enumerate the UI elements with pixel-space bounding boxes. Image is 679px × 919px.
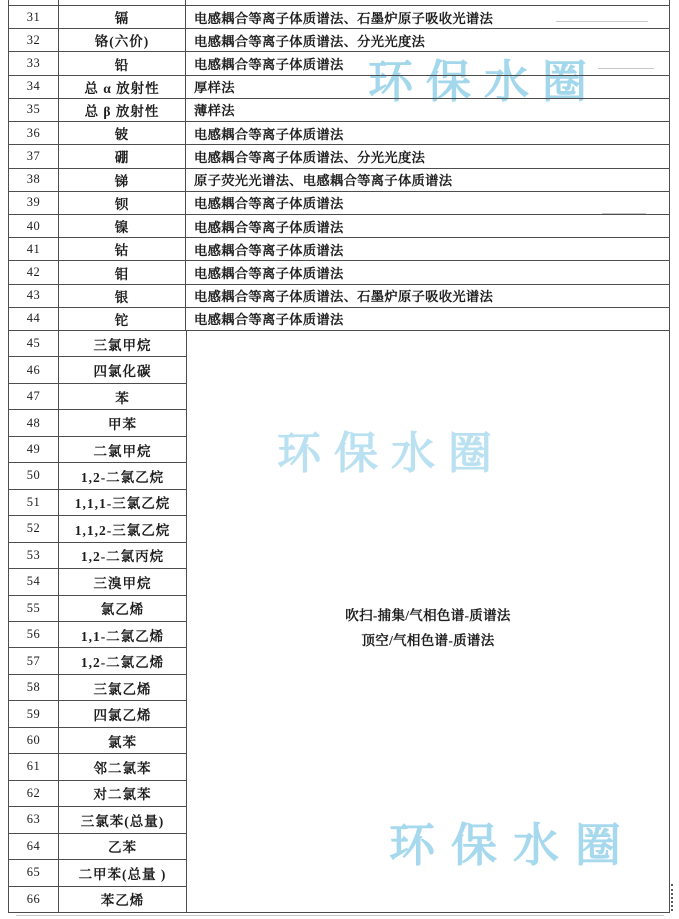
parameter-name-cell: 镍 (59, 215, 186, 237)
method-cell: 电感耦合等离子体质谱法、分光光度法 (194, 33, 426, 49)
row-number-cell: 35 (9, 99, 59, 121)
row-number-cell: 50 (9, 463, 59, 488)
row-number-cell: 45 (9, 331, 59, 356)
table-row (9, 887, 186, 912)
merged-method-line-1: 吹扫-捕集/气相色谱-质谱法 (345, 608, 511, 623)
table-row (9, 285, 669, 308)
method-cell: 电感耦合等离子体质谱法 (194, 266, 344, 282)
table-row (9, 807, 186, 833)
table-row (9, 29, 669, 52)
parameter-name-cell: 锑 (59, 169, 186, 191)
parameter-name-cell: 邻二氯苯 (93, 760, 152, 776)
row-number-cell: 44 (9, 308, 59, 330)
parameter-name-cell: 三氯乙烯 (93, 681, 152, 697)
table-row (9, 490, 186, 516)
table-row (9, 754, 186, 780)
table-row (9, 76, 669, 99)
watermark-middle: 环保水圈 (277, 428, 505, 479)
row-number-cell: 59 (9, 701, 59, 726)
row-number-cell: 52 (9, 516, 59, 541)
method-cell: 原子荧光光谱法、电感耦合等离子体质谱法 (194, 173, 453, 189)
row-number-cell: 37 (9, 145, 59, 167)
table-row (9, 622, 186, 648)
parameter-name-cell: 二甲苯(总量 ) (78, 866, 167, 882)
parameter-name-cell: 1,1,1-三氯乙烷 (74, 496, 171, 512)
row-number-cell: 60 (9, 728, 59, 753)
row-number-cell: 49 (9, 437, 59, 462)
row-number-cell: 42 (9, 261, 59, 283)
parameter-name-cell: 钡 (59, 192, 186, 214)
row-number-cell: 43 (9, 285, 59, 307)
method-cell: 电感耦合等离子体质谱法 (194, 242, 344, 258)
table-row (9, 261, 669, 284)
method-cell: 电感耦合等离子体质谱法、石墨炉原子吸收光谱法 (194, 10, 494, 26)
parameter-name-cell: 钼 (59, 261, 186, 283)
parameter-name-cell: 甲苯 (108, 417, 137, 433)
row-number-cell: 56 (9, 622, 59, 647)
parameter-name-cell: 总 α 放射性 (59, 76, 186, 98)
table-row (9, 728, 186, 754)
parameter-name-cell: 二氯甲烷 (93, 443, 152, 459)
row-number-cell: 48 (9, 410, 59, 435)
method-cell: 厚样法 (194, 80, 235, 96)
row-number-cell: 47 (9, 384, 59, 409)
row-number-cell: 32 (9, 29, 59, 51)
row-number-cell: 61 (9, 754, 59, 779)
merged-method-line-2: 顶空/气相色谱-质谱法 (361, 633, 495, 648)
table-row (9, 308, 669, 331)
parameter-name-cell: 三氯甲烷 (93, 337, 152, 353)
row-number-cell: 36 (9, 122, 59, 144)
table-row (9, 410, 186, 436)
table-row (9, 543, 186, 569)
watermark-top: 环保水圈 (368, 55, 601, 108)
parameter-name-cell: 1,2-二氯乙烯 (80, 655, 165, 671)
parameter-name-cell: 1,1-二氯乙烯 (80, 628, 165, 644)
merged-method-cell (186, 331, 669, 912)
scan-artifact (16, 915, 664, 916)
table-row (9, 52, 669, 75)
row-number-cell: 65 (9, 860, 59, 885)
method-cell: 电感耦合等离子体质谱法、石墨炉原子吸收光谱法 (194, 289, 494, 305)
table-row (9, 648, 186, 674)
table-row (9, 357, 186, 383)
table-row (9, 596, 186, 622)
table-row (9, 384, 186, 410)
table-row (9, 99, 669, 122)
table-row (9, 192, 669, 215)
method-cell: 电感耦合等离子体质谱法 (194, 57, 344, 73)
parameter-name-cell: 钴 (59, 238, 186, 260)
watermark-bottom: 环保水圈 (389, 818, 637, 872)
row-number-cell: 34 (9, 76, 59, 98)
individual-method-rows (9, 6, 669, 331)
row-number-cell: 39 (9, 192, 59, 214)
method-cell: 电感耦合等离子体质谱法 (194, 126, 344, 142)
parameter-name-cell: 总 β 放射性 (59, 99, 186, 121)
method-cell: 电感耦合等离子体质谱法、分光光度法 (194, 149, 426, 165)
table-row (9, 238, 669, 261)
table-row (9, 215, 669, 238)
method-cell: 电感耦合等离子体质谱法 (194, 219, 344, 235)
parameter-name-cell: 四氯化碳 (93, 364, 152, 380)
table-row (9, 675, 186, 701)
row-number-cell: 33 (9, 52, 59, 74)
table-row (9, 437, 186, 463)
table-row (9, 860, 186, 886)
row-number-cell: 54 (9, 569, 59, 594)
parameter-name-cell: 银 (59, 285, 186, 307)
parameter-name-cell: 铬(六价) (59, 29, 186, 51)
row-number-cell: 64 (9, 834, 59, 859)
method-cell: 薄样法 (194, 103, 235, 119)
table-row (9, 516, 186, 542)
table-row (9, 701, 186, 727)
parameter-name-cell: 铊 (59, 308, 186, 330)
row-number-cell: 58 (9, 675, 59, 700)
row-number-cell: 38 (9, 169, 59, 191)
row-number-cell: 53 (9, 543, 59, 568)
methods-table (8, 5, 670, 913)
row-number-cell: 55 (9, 596, 59, 621)
table-row (9, 169, 669, 192)
parameter-name-cell: 乙苯 (108, 840, 137, 856)
row-number-cell: 41 (9, 238, 59, 260)
parameter-name-cell: 苯 (115, 390, 130, 406)
table-row (9, 463, 186, 489)
parameter-name-cell: 苯乙烯 (100, 893, 145, 909)
merged-method-section (9, 331, 669, 912)
row-number-cell: 63 (9, 807, 59, 832)
table-row (9, 145, 669, 168)
parameter-name-cell: 氯苯 (108, 734, 137, 750)
table-row (9, 122, 669, 145)
parameter-name-cell: 铅 (59, 52, 186, 74)
table-row (9, 6, 669, 29)
parameter-name-cell: 硼 (59, 145, 186, 167)
table-row (9, 569, 186, 595)
row-number-cell: 57 (9, 648, 59, 673)
parameter-name-cell: 四氯乙烯 (93, 708, 152, 724)
parameter-name-cell: 1,2-二氯乙烷 (80, 469, 165, 485)
page-edge-dotted-line (671, 884, 673, 911)
merged-section-left-rows (9, 331, 186, 912)
method-cell: 电感耦合等离子体质谱法 (194, 196, 344, 212)
row-number-cell: 62 (9, 781, 59, 806)
table-row (9, 781, 186, 807)
parameter-name-cell: 1,1,2-三氯乙烷 (74, 522, 171, 538)
table-row (9, 834, 186, 860)
row-number-cell: 46 (9, 357, 59, 382)
parameter-name-cell: 三溴甲烷 (93, 575, 152, 591)
parameter-name-cell: 铍 (59, 122, 186, 144)
row-number-cell: 66 (9, 887, 59, 912)
row-number-cell: 31 (9, 6, 59, 28)
parameter-name-cell: 对二氯苯 (93, 787, 152, 803)
table-row (9, 331, 186, 357)
parameter-name-cell: 三氯苯(总量) (80, 813, 165, 829)
row-number-cell: 51 (9, 490, 59, 515)
parameter-name-cell: 1,2-二氯丙烷 (80, 549, 165, 565)
parameter-name-cell: 镉 (59, 6, 186, 28)
method-cell: 电感耦合等离子体质谱法 (194, 312, 344, 328)
parameter-name-cell: 氯乙烯 (100, 602, 145, 618)
row-number-cell: 40 (9, 215, 59, 237)
